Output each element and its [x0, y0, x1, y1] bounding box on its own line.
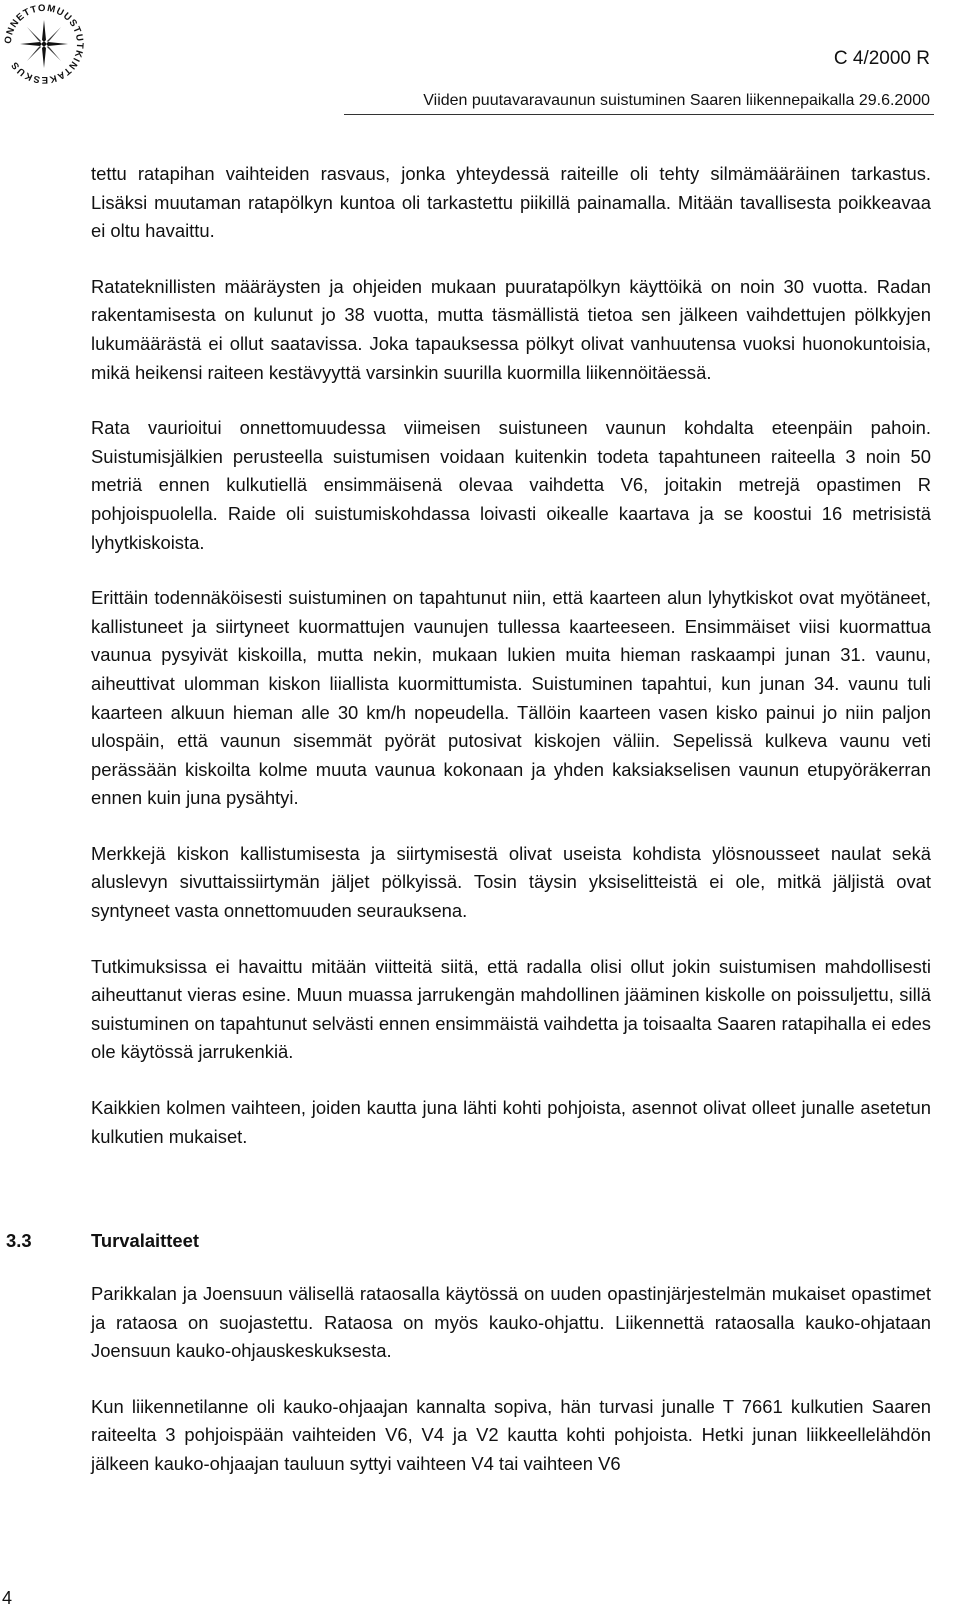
logo-center-mark [20, 20, 68, 68]
paragraph: Rata vaurioitui onnettomuudessa viimeisen suistuneen vaunun kohdalta eteenpäin pahoin. Suistumisjälkien perusteella suistumisen voidaan kuitenkin todeta tapahtuneen raiteella 3 noin 50 metriä ennen kulkutiellä ensimmäisenä olevaa vaihdetta V6, joitakin metrejä opastimen R pohjoispuolella. Raide oli suistumiskohdassa loivasti oikealle kaartava ja se koostui 16 metrisistä lyhytkiskoista. [91, 417, 931, 553]
section-title: Turvalaitteet [91, 1230, 199, 1251]
paragraph: Parikkalan ja Joensuun välisellä rataosalla käytössä on uuden opastinjärjestelmän mukaiset opastimet ja rataosa on suojastettu. Rataosa on myös kauko-ohjattu. Liikennettä rataosalla kauko-ohjataan Joensuun kauko-ohjauskeskuksesta. [91, 1283, 931, 1362]
logo-seal-svg [2, 2, 86, 86]
section-body-text [91, 1280, 931, 1506]
body-text [91, 160, 931, 1178]
paragraph: Kun liikennetilanne oli kauko-ohjaajan kannalta sopiva, hän turvasi junalle T 7661 kulkutien Saaren raiteelta 3 pohjoispään vaihteiden V6, V4 ja V2 kautta kohti pohjoista. Hetki junan liikkeellelähdön jälkeen kauko-ohjaajan tauluun syttyi vaihteen V4 tai vaihteen V6 [91, 1395, 931, 1474]
report-code: C 4/2000 R [833, 48, 930, 69]
report-title: Viiden puutavaravaunun suistuminen Saaren liikennepaikalla 29.6.2000 [423, 92, 930, 109]
paragraph: tettu ratapihan vaihteiden rasvaus, jonka yhteydessä raiteille oli tehty silmämääräinen tarkastus. Lisäksi muutaman ratapölkyn kuntoa oli tarkastettu piikillä painamalla. Mitään tavallisesta poikkeavaa ei oltu havaittu. [91, 163, 931, 242]
logo-ring-text: ONNETTOMUUSTUTKINTAKESKUS [2, 2, 86, 86]
section-heading [6, 1230, 199, 1252]
page-number: 4 [2, 1588, 13, 1608]
organization-logo [2, 2, 86, 86]
header-divider [344, 114, 934, 115]
paragraph: Erittäin todennäköisesti suistuminen on tapahtunut niin, että kaarteen alun lyhytkiskot ovat myötäneet, kallistuneet ja siirtyneet kuormattujen vaunujen tullessa kaarteeseen. Ensimmäiset viisi kuormattua vaunua pysyivät kiskoilla, mutta nekin, mukaan lukien muita hieman raskaampi junan 31. vaunu, aiheuttivat ulomman kiskon liiallista kuormittumista. Suistuminen tapahtui, kun junan 34. vaunu tuli kaarteen alkuun hieman alle 30 km/h nopeudella. Tällöin kaarteen vasen kisko painui jo niin paljon ulospäin, että vaunun sisemmät pyörät putosivat kiskojen väliin. Sepelissä kulkeva vaunu veti perässään kiskoilta kolme muuta vaunua kokonaan ja yhden kaksiakselisen vaunun etupyöräkerran ennen kuin juna pysähtyi. [91, 587, 931, 809]
section-number: 3.3 [6, 1230, 32, 1251]
paragraph: Kaikkien kolmen vaihteen, joiden kautta juna lähti kohti pohjoista, asennot olivat olleet junalle asetetun kulkutien mukaiset. [91, 1097, 931, 1147]
paragraph: Merkkejä kiskon kallistumisesta ja siirtymisestä olivat useista kohdista ylösnousseet naulat sekä aluslevyn sivuttaissiirtymän jäljet pölkyissä. Tosin täysin yksiselitteistä ei ole, mitkä jäljistä ovat syntyneet vasta onnettomuuden seurauksena. [91, 842, 931, 922]
paragraph: Ratateknillisten määräysten ja ohjeiden mukaan puuratapölkyn käyttöikä on noin 30 vuotta. Radan rakentamisesta on kulunut jo 38 vuotta, mutta täsmällistä tietoa sen jälkeen vaihdettujen pölkkyjen lukumäärästä ei ollut saatavissa. Joka tapauksessa pölkyt olivat vanhuutensa vuoksi huonokuntoisia, mikä heikensi raiteen kestävyyttä varsinkin suurilla kuormilla liikennöitäessä. [91, 275, 931, 383]
paragraph: Tutkimuksissa ei havaittu mitään viitteitä siitä, että radalla olisi ollut jokin suistumisen mahdollisesti aiheuttanut vieras esine. Muun muassa jarrukengän mahdollinen jääminen kiskolle on poissuljettu, sillä suistuminen on tapahtunut selvästi ennen ensimmäistä vaihdetta ja toisaalta Saaren ratapihalla ei edes ole käytössä jarrukenkiä. [91, 955, 931, 1063]
